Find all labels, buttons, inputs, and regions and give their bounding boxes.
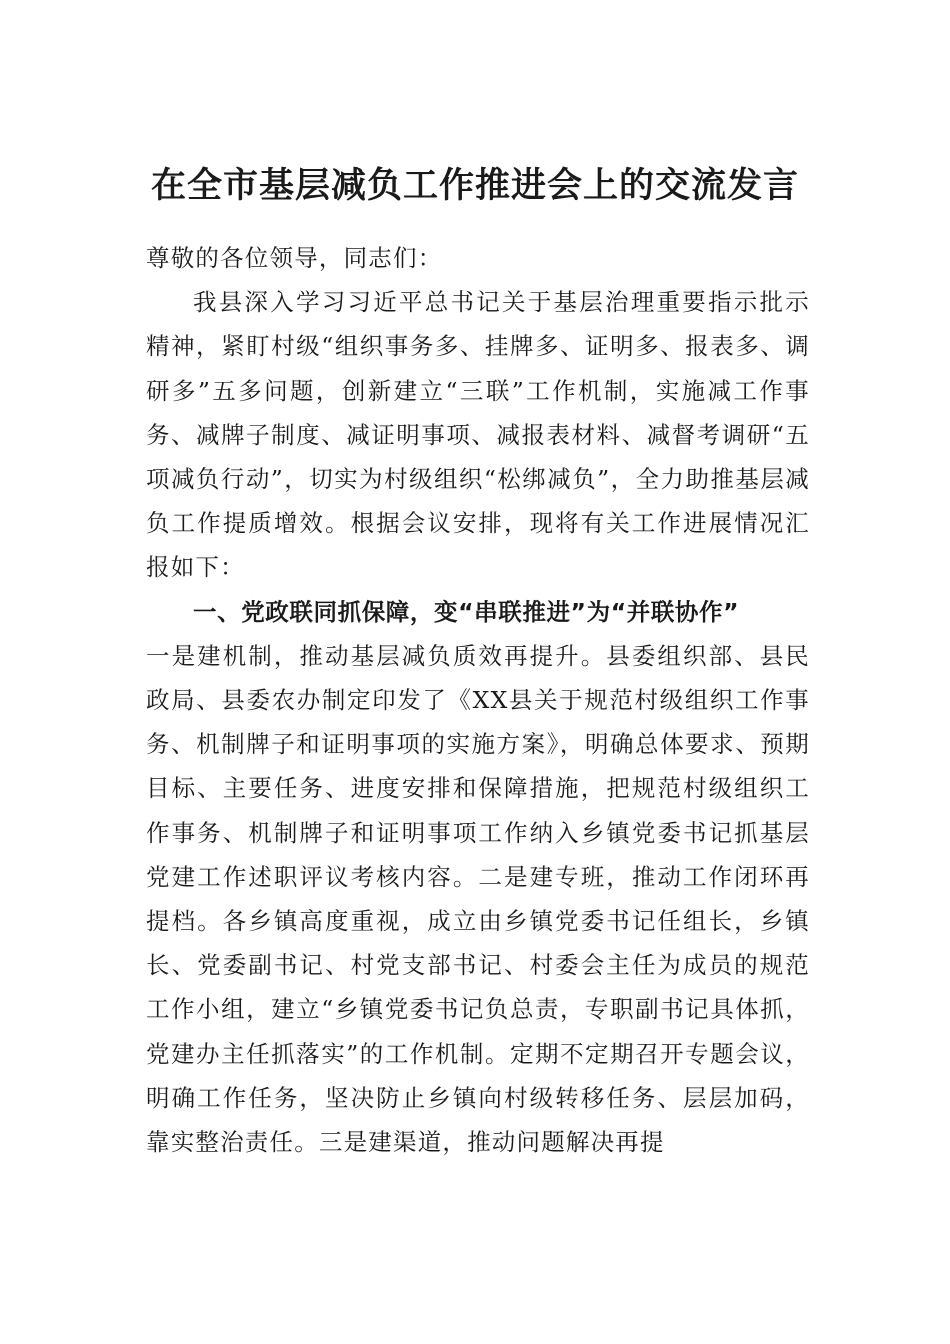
section-heading: 一、党政联同抓保障，变“串联推进”为“并联协作” <box>193 597 740 626</box>
document-title: 在全市基层减负工作推进会上的交流发言 <box>150 165 799 206</box>
intro-paragraph: 我县深入学习习近平总书记关于基层治理重要指示批示精神，紧盯村级“组织事务多、挂牌多、证明多、报表多、调研多”五多问题，创新建立“三联”工作机制，实施减工作事务、减牌子制度、减证明事项、减报表材料、减督考调研“五项减负行动”，切实为村级组织“松绑减负”，全力助推基层减负工作提质增效。根据会议安排，现将有关工作进展情况汇报如下： <box>146 288 810 582</box>
salutation: 尊敬的各位领导，同志们： <box>146 244 443 272</box>
document-body <box>146 236 810 1164</box>
section-paragraph: 一是建机制，推动基层减负质效再提升。县委组织部、县民政局、县委农办制定印发了《XX县关于规范村级组织工作事务、机制牌子和证明事项的实施方案》，明确总体要求、预期目标、主要任务、进度安排和保障措施，把规范村级组织工作事务、机制牌子和证明事项工作纳入乡镇党委书记抓基层党建工作述职评议考核内容。二是建专班，推动工作闭环再提档。各乡镇高度重视，成立由乡镇党委书记任组长，乡镇长、党委副书记、村党支部书记、村委会主任为成员的规范工作小组，建立“乡镇党委书记负总责，专职副书记具体抓，党建办主任抓落实”的工作机制。定期不定期召开专题会议，明确工作任务，坚决防止乡镇向村级转移任务、层层加码， 靠实整治责任。三是建渠道，推动问题解决再提 <box>146 641 810 1157</box>
